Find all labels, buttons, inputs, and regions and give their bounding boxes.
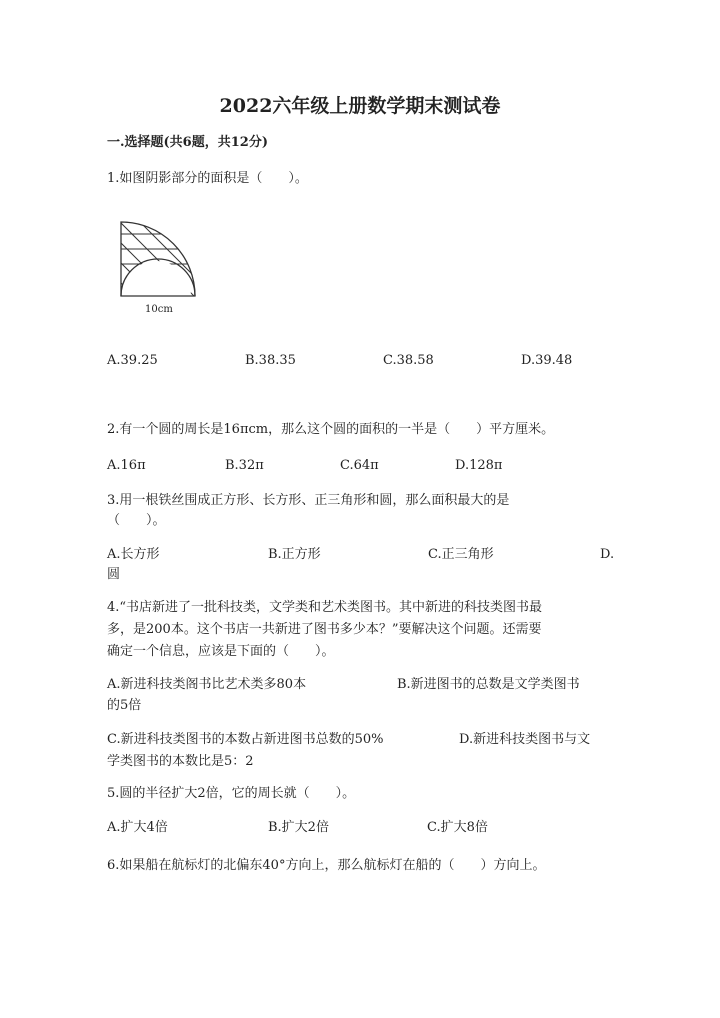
q5-option-c[interactable]: C.扩大8倍 — [427, 820, 488, 835]
q4-option-a[interactable]: A.新进科技类阁书比艺术类多80本 — [107, 677, 307, 692]
q3-option-d[interactable]: D. — [600, 547, 615, 562]
q2-option-b[interactable]: B.32π — [225, 458, 264, 473]
quarter-circle-figure — [107, 219, 207, 323]
q5-option-b[interactable]: B.扩大2倍 — [268, 820, 329, 835]
q2-option-d[interactable]: D.128π — [455, 458, 503, 473]
q4-option-c[interactable]: C.新进科技类图书的本数占新进图书总数的50% — [107, 732, 384, 747]
q2-option-a[interactable]: A.16π — [107, 458, 146, 473]
question-4-stem-line2: 多，是200本。这个书店一共新进了图书多少本？”要解决这个问题。还需要 — [107, 622, 542, 637]
q1-option-c[interactable]: C.38.58 — [383, 353, 434, 368]
q3-option-d-continued: 圆 — [107, 567, 121, 582]
question-2-stem: 2.有一个圆的周长是16πcm，那么这个圆的面积的一半是（ ）平方厘米。 — [107, 422, 555, 437]
q5-option-a[interactable]: A.扩大4倍 — [107, 820, 168, 835]
q4-option-d[interactable]: D.新进科技类图书与文 — [459, 732, 591, 747]
section-heading: 一.选择题(共6题，共12分) — [107, 135, 268, 150]
q2-option-c[interactable]: C.64π — [340, 458, 379, 473]
question-5-stem: 5.圆的半径扩大2倍，它的周长就（ ）。 — [107, 786, 356, 801]
q4-option-b[interactable]: B.新进图书的总数是文学类图书 — [397, 677, 580, 692]
q3-option-c[interactable]: C.正三角形 — [428, 547, 494, 562]
q3-option-b[interactable]: B.正方形 — [268, 547, 321, 562]
q1-option-a[interactable]: A.39.25 — [107, 353, 158, 368]
q3-option-a[interactable]: A.长方形 — [107, 547, 160, 562]
question-4-stem-line1: 4.“书店新进了一批科技类，文学类和艺术类图书。其中新进的科技类图书最 — [107, 600, 543, 615]
q4-option-d-continued: 学类图书的本数比是5：2 — [107, 754, 254, 769]
question-3-stem-line1: 3.用一根铁丝围成正方形、长方形、正三角形和圆，那么面积最大的是 — [107, 493, 510, 508]
question-6-stem: 6.如果船在航标灯的北偏东40°方向上，那么航标灯在船的（ ）方向上。 — [107, 858, 546, 873]
q4-option-b-continued: 的5倍 — [107, 698, 142, 713]
page-title: 2022六年级上册数学期末测试卷 — [219, 95, 501, 117]
q1-option-b[interactable]: B.38.35 — [245, 353, 296, 368]
q1-option-d[interactable]: D.39.48 — [521, 353, 573, 368]
question-1-stem: 1.如图阴影部分的面积是（ ）。 — [107, 171, 308, 186]
question-3-stem-line2: （ ）。 — [107, 513, 166, 528]
question-4-stem-line3: 确定一个信息，应该是下面的（ ）。 — [107, 644, 335, 659]
figure-label: 10cm — [145, 304, 173, 315]
